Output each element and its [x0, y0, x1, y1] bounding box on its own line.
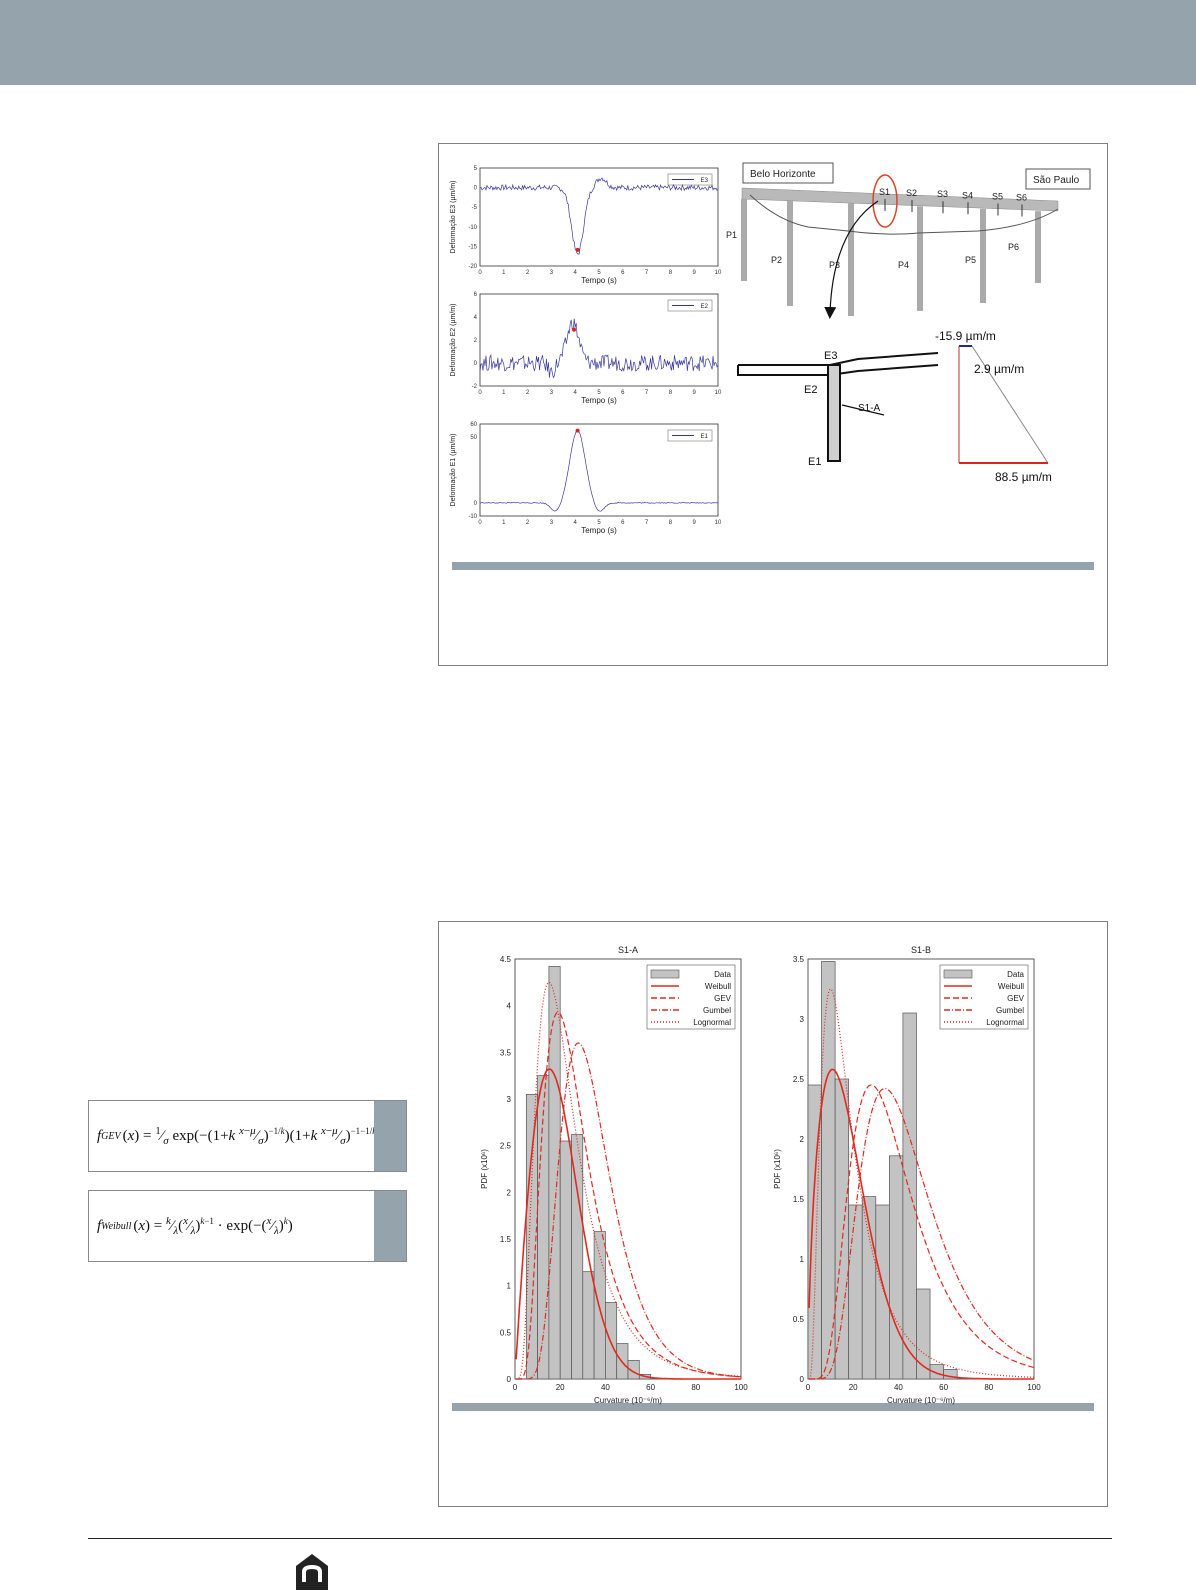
piers	[726, 199, 1041, 316]
signal-xlabel: Tempo (s)	[581, 396, 617, 405]
chart-s1-b-ylabel: PDF (x10⁶)	[773, 1149, 782, 1189]
chart-s1-a-title: S1-A	[617, 945, 639, 955]
section-label: S2	[906, 187, 918, 198]
x-tick-label: 60	[939, 1383, 949, 1392]
x-tick-label: 80	[984, 1383, 994, 1392]
y-tick-label: 3	[799, 1015, 804, 1024]
x-tick-label: 100	[1027, 1383, 1041, 1392]
signal-peak-marker	[572, 328, 576, 332]
signal-xtick: 8	[668, 270, 673, 276]
signal-xtick: 1	[502, 270, 506, 276]
section-slab-top	[738, 353, 938, 365]
signal-ytick: -2	[471, 384, 477, 390]
signal-xtick: 3	[549, 520, 554, 526]
histogram-bar	[889, 1156, 903, 1379]
signal-xtick: 4	[573, 390, 577, 396]
y-tick-label: 0	[799, 1375, 804, 1384]
publisher-logo	[292, 1552, 332, 1592]
signal-xlabel: Tempo (s)	[581, 526, 617, 535]
equation-gev-tab	[374, 1101, 406, 1171]
signal-ytick: 60	[470, 422, 477, 428]
pier-label: P2	[771, 255, 783, 265]
signal-ytick: -20	[468, 264, 477, 270]
x-tick-label: 0	[805, 1383, 811, 1392]
y-tick-label: 3	[506, 1095, 511, 1104]
legend-label: Lognormal	[986, 1018, 1024, 1027]
figure-1-graphics	[438, 143, 1108, 555]
pier-label: P5	[965, 255, 977, 265]
x-tick-label: 20	[848, 1383, 858, 1392]
signal-xtick: 2	[525, 390, 530, 396]
legend-label: GEV	[1007, 994, 1024, 1003]
histogram-bar	[876, 1205, 890, 1379]
strain-label-top: -15.9 µm/m	[935, 329, 996, 343]
legend-label: Gumbel	[995, 1006, 1024, 1015]
sensor-label-e3: E3	[824, 350, 838, 362]
signal-xtick: 1	[502, 520, 506, 526]
pier-5	[980, 209, 986, 303]
weibull-f: f	[97, 1217, 102, 1234]
chart-s1-b-xlabel: Curvature (10⁻⁶/m)	[887, 1396, 955, 1405]
chart-s1-b-title: S1-B	[910, 945, 932, 955]
x-tick-label: 60	[646, 1383, 656, 1392]
histogram-bar	[605, 1302, 616, 1379]
city-label-left: Belo Horizonte	[750, 169, 816, 180]
signal-legend-label: E2	[700, 304, 708, 310]
x-tick-label: 20	[555, 1383, 565, 1392]
signal-xtick: 7	[644, 520, 649, 526]
y-tick-label: 3.5	[499, 1048, 511, 1058]
sensor-label-e1: E1	[808, 456, 822, 468]
header-band	[0, 0, 1196, 85]
y-tick-label: 2	[799, 1135, 804, 1144]
signal-ytick: 6	[473, 292, 477, 298]
signal-xtick: 9	[692, 390, 696, 396]
section-label: S5	[992, 191, 1004, 202]
y-tick-label: 0.5	[792, 1315, 804, 1324]
y-tick-label: 1	[799, 1255, 804, 1264]
signal-xtick: 4	[573, 520, 577, 526]
y-tick-label: 4.5	[499, 955, 511, 964]
histogram-bar	[835, 1079, 849, 1379]
y-tick-label: 3.5	[792, 955, 804, 964]
bridge-diagram	[726, 163, 1090, 484]
equation-gev	[97, 1101, 376, 1171]
histogram-bar	[560, 1141, 571, 1379]
x-tick-label: 40	[600, 1383, 610, 1392]
signal-ylabel: Deformação E1 (µm/m)	[450, 433, 457, 507]
signal-legend-label: E1	[700, 434, 708, 440]
signal-ytick: 4	[473, 315, 477, 321]
y-tick-label: 2.5	[792, 1075, 804, 1084]
signal-peak-marker	[576, 429, 580, 433]
section-label-s1a: S1-A	[858, 403, 881, 414]
weibull-formula: $(x) = ^k⁄_\lambda(^x⁄_\lambda)^{k-1}$ · $\exp(-(^x⁄_\lambda)^k)$	[133, 1215, 293, 1237]
section-label: S6	[1016, 192, 1028, 203]
pier-1	[741, 199, 747, 281]
gev-formula: $(x) = ^1⁄_\sigma$ exp(−(1+k $^{x-\mu}⁄_\sigma)^{-1/k})(1+k$ $^{x-\mu}⁄_\sigma)^{-1-1/}$	[122, 1125, 373, 1147]
signal-ytick: -10	[468, 224, 477, 231]
equation-weibull-tab	[374, 1191, 406, 1261]
section-web	[828, 365, 840, 461]
chart-s1-a-ylabel: PDF (x10⁶)	[480, 1149, 489, 1189]
signal-xlabel: Tempo (s)	[581, 276, 617, 285]
signal-xtick: 6	[621, 520, 625, 526]
legend-label: Weibull	[997, 982, 1024, 991]
pier-label: P4	[898, 260, 910, 270]
signal-xtick: 6	[621, 270, 625, 276]
legend-label: Data	[714, 970, 731, 979]
signal-legend-label: E3	[700, 178, 708, 184]
histogram-bar	[849, 1205, 863, 1379]
histogram-bar	[572, 1134, 583, 1379]
legend-label: Weibull	[704, 982, 731, 991]
signal-xtick: 4	[573, 270, 577, 276]
section-label: S1	[879, 186, 891, 197]
strain-label-bottom: 88.5 µm/m	[995, 470, 1052, 484]
signal-xtick: 8	[668, 390, 673, 396]
y-tick-label: 0	[506, 1375, 511, 1384]
signal-peak-marker	[576, 248, 580, 252]
section-label: S4	[962, 190, 974, 201]
legend-swatch	[651, 970, 679, 978]
y-tick-label: 1.5	[792, 1195, 804, 1204]
signal-xtick: 3	[549, 270, 554, 276]
figure-2-caption-bar	[452, 1403, 1094, 1411]
legend-label: Data	[1007, 970, 1024, 979]
equation-gev-box	[88, 1100, 407, 1172]
signal-xtick: 2	[525, 270, 530, 276]
signal-xtick: 7	[644, 270, 649, 276]
legend-swatch	[944, 970, 972, 978]
gev-f: f	[97, 1127, 102, 1144]
signal-xtick: 0	[478, 270, 482, 276]
signal-ytick: 50	[470, 435, 477, 442]
pier-4	[917, 206, 923, 311]
signal-ytick: -15	[468, 244, 477, 251]
signal-xtick: 9	[692, 520, 696, 526]
legend-label: Gumbel	[702, 1006, 731, 1015]
equation-weibull	[97, 1191, 293, 1261]
signal-xtick: 10	[714, 520, 722, 526]
pier-label: P6	[1008, 242, 1020, 252]
signal-xtick: 10	[714, 270, 722, 276]
y-tick-label: 1	[506, 1281, 511, 1291]
legend-label: GEV	[714, 994, 731, 1003]
figure-1-caption-bar	[452, 562, 1094, 570]
signal-ytick: -5	[471, 205, 477, 212]
signal-ylabel: Deformação E2 (µm/m)	[450, 303, 457, 377]
signal-ytick: -10	[468, 514, 477, 520]
pier-label: P3	[829, 260, 841, 270]
y-tick-label: 0.5	[499, 1328, 511, 1338]
section-label: S3	[937, 189, 949, 200]
strain-label-mid: 2.9 µm/m	[974, 362, 1025, 376]
equation-weibull-box	[88, 1190, 407, 1262]
legend-label: Lognormal	[693, 1018, 731, 1027]
signal-xtick: 10	[714, 390, 722, 396]
x-tick-label: 0	[512, 1383, 518, 1392]
signal-xtick: 5	[597, 520, 601, 526]
x-tick-label: 80	[691, 1383, 701, 1392]
city-label-right: São Paulo	[1033, 175, 1080, 186]
x-tick-label: 100	[734, 1383, 748, 1392]
figure-2-charts	[438, 921, 1108, 1405]
pier-label: P1	[726, 230, 738, 240]
pier-6	[1035, 211, 1041, 283]
y-tick-label: 2.5	[499, 1141, 511, 1151]
pier-2	[787, 201, 793, 306]
signal-xtick: 2	[525, 520, 530, 526]
y-tick-label: 2	[506, 1188, 511, 1198]
signal-xtick: 5	[597, 390, 601, 396]
signal-ytick: 2	[473, 338, 477, 344]
signal-xtick: 0	[478, 390, 482, 396]
signal-xtick: 5	[597, 270, 601, 276]
signal-ytick: 5	[473, 166, 477, 172]
signal-ytick: 0	[473, 185, 477, 192]
chart-s1-a-xlabel: Curvature (10⁻⁶/m)	[594, 1396, 662, 1405]
gev-subscript: GEV	[101, 1130, 121, 1142]
signal-ylabel: Deformação E3 (µm/m)	[450, 180, 457, 254]
signal-ytick: 0	[473, 500, 477, 507]
histogram-bar	[822, 961, 836, 1379]
signal-xtick: 8	[668, 520, 673, 526]
signal-xtick: 9	[692, 270, 696, 276]
signal-xtick: 1	[502, 390, 506, 396]
histogram-bar	[549, 966, 560, 1379]
weibull-subscript: Weibull	[101, 1220, 132, 1232]
signal-xtick: 7	[644, 390, 649, 396]
footer-rule	[88, 1538, 1112, 1539]
signal-xtick: 6	[621, 390, 625, 396]
pier-3	[848, 203, 854, 316]
signal-xtick: 0	[478, 520, 482, 526]
signal-xtick: 3	[549, 390, 554, 396]
sensor-label-e2: E2	[804, 384, 818, 396]
signal-ytick: 0	[473, 361, 477, 367]
histogram-bar	[583, 1272, 594, 1379]
x-tick-label: 40	[893, 1383, 903, 1392]
y-tick-label: 1.5	[499, 1235, 511, 1244]
y-tick-label: 4	[506, 1001, 511, 1011]
histogram-bar	[903, 1013, 917, 1379]
